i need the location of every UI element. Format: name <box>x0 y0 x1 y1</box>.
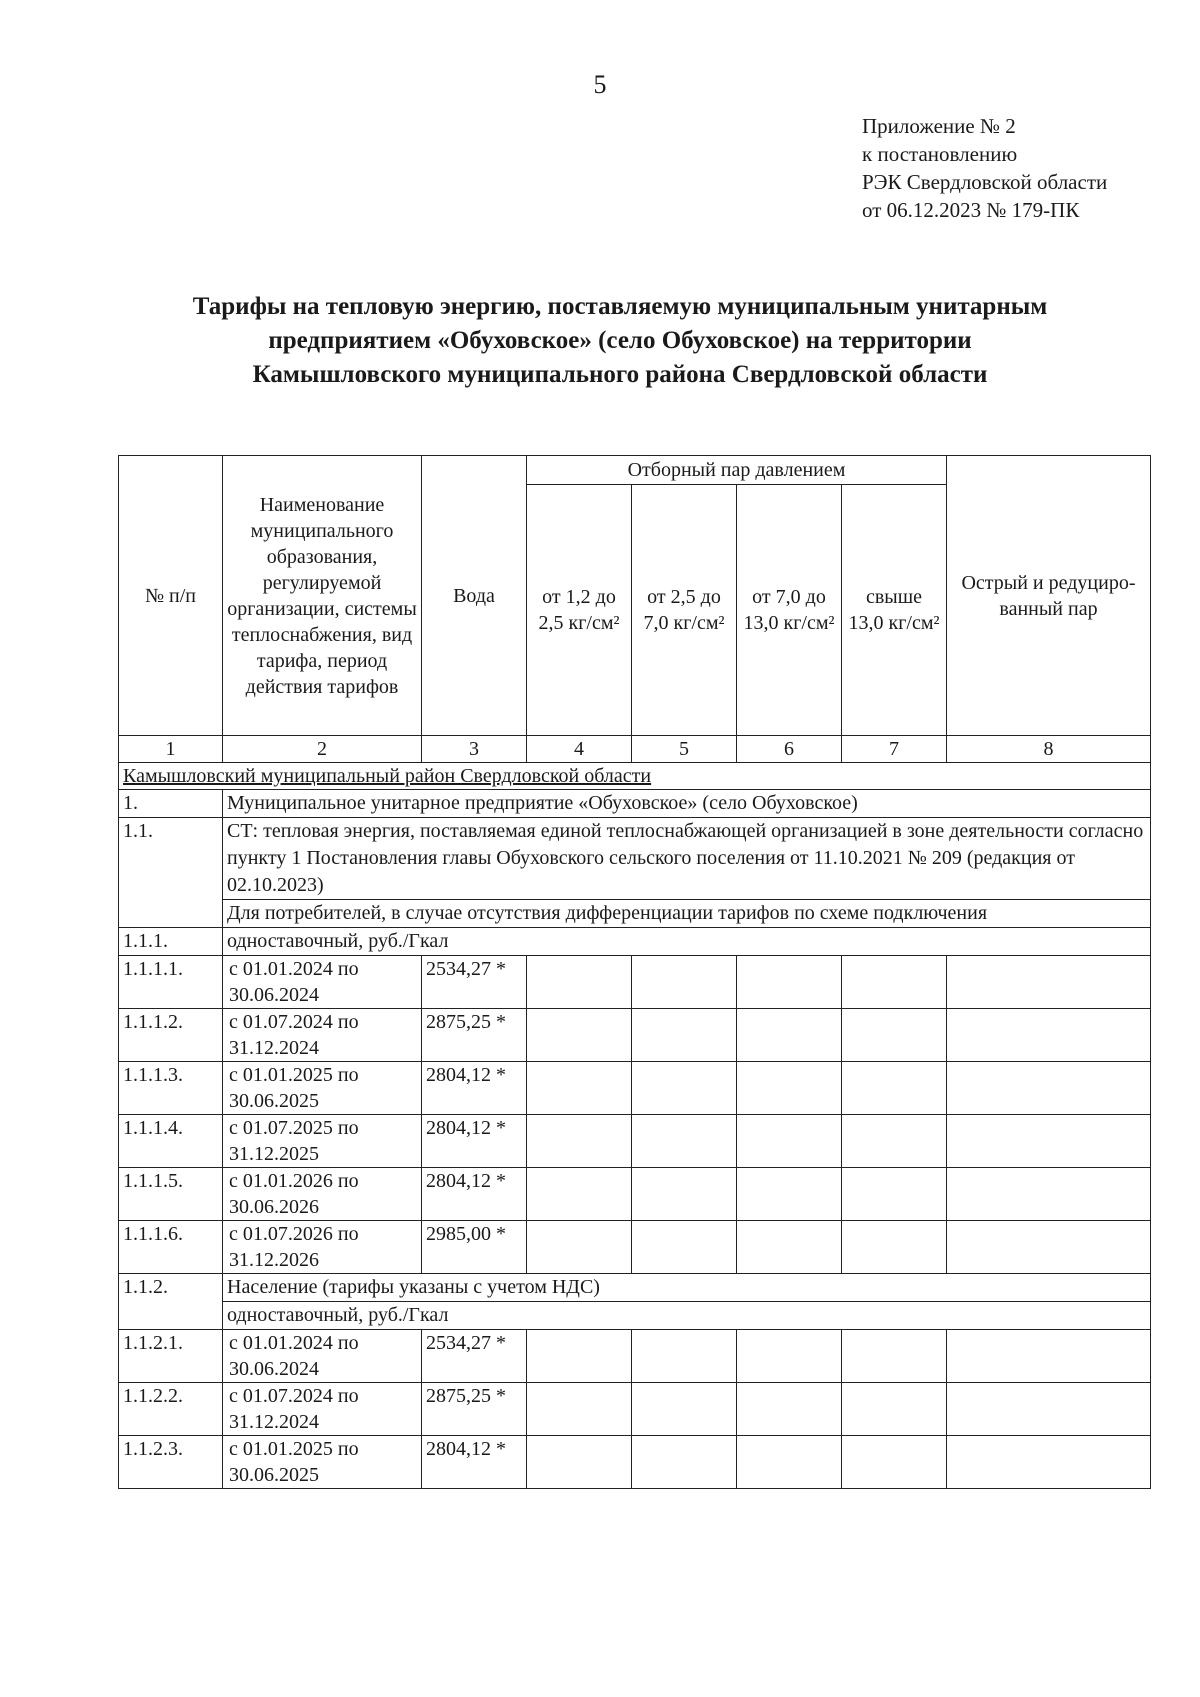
empty-cell <box>947 956 1151 1009</box>
population-row <box>119 1274 1151 1302</box>
header-steam-group: Отборный пар давлением <box>527 456 947 485</box>
period-cell: с 01.01.2024 по 30.06.2024 <box>223 956 422 1009</box>
period-cell: с 01.07.2024 по 31.12.2024 <box>223 1009 422 1062</box>
empty-cell <box>947 1009 1151 1062</box>
period-cell: с 01.01.2026 по 30.06.2026 <box>223 1168 422 1221</box>
page-number: 5 <box>593 70 607 99</box>
system-description: СТ: тепловая энергия, поставляемая единой теплоснабжающей организацией в зоне деятельности согласно пункту 1 Постановления главы Обуховского сельского поселения от 11.10.2021 № 209 (редакция от 02.10.2023) <box>223 818 1151 900</box>
empty-cell <box>842 1436 947 1489</box>
empty-cell <box>842 1009 947 1062</box>
row-number: 1. <box>119 790 223 818</box>
column-number: 3 <box>422 736 527 763</box>
water-tariff: 2875,25 * <box>422 1383 527 1436</box>
row-number: 1.1.2.2. <box>119 1383 223 1436</box>
water-tariff: 2804,12 * <box>422 1436 527 1489</box>
region-row <box>119 763 1151 790</box>
water-tariff: 2534,27 * <box>422 956 527 1009</box>
empty-cell <box>527 1115 632 1168</box>
appendix-line: Приложение № 2 <box>862 114 1016 138</box>
row-number: 1.1.1. <box>119 928 223 956</box>
table-row <box>119 956 1151 1009</box>
period-cell: с 01.07.2026 по 31.12.2026 <box>223 1221 422 1274</box>
empty-cell <box>737 956 842 1009</box>
title-line: Камышловского муниципального района Свердловской области <box>252 361 988 388</box>
row-number: 1.1.2. <box>119 1274 223 1330</box>
title-line: предприятием «Обуховское» (село Обуховское) на территории <box>268 327 972 354</box>
tariff-type: одноставочный, руб./Гкал <box>223 928 1151 956</box>
tariff-type-row <box>119 928 1151 956</box>
empty-cell <box>842 1221 947 1274</box>
row-number: 1.1. <box>119 818 223 928</box>
empty-cell <box>737 1436 842 1489</box>
empty-cell <box>842 1168 947 1221</box>
consumers-row <box>119 900 1151 928</box>
header-name: Наименование муниципального образования, регулируемой организации, системы теплоснабжения, вид тарифа, период действия тарифов <box>223 456 422 736</box>
empty-cell <box>632 956 737 1009</box>
appendix-line: к постановлению <box>862 142 1018 166</box>
organization-name: Муниципальное унитарное предприятие «Обуховское» (село Обуховское) <box>223 790 1151 818</box>
region-title: Камышловский муниципальный район Свердловской области <box>119 763 1151 790</box>
title-line: Тарифы на тепловую энергию, поставляемую муниципальным унитарным <box>192 293 1048 320</box>
empty-cell <box>947 1168 1151 1221</box>
water-tariff: 2985,00 * <box>422 1221 527 1274</box>
empty-cell <box>632 1221 737 1274</box>
table-row <box>119 1115 1151 1168</box>
empty-cell <box>527 1383 632 1436</box>
appendix-line: от 06.12.2023 № 179-ПК <box>862 198 1080 222</box>
system-row <box>119 818 1151 900</box>
empty-cell <box>632 1383 737 1436</box>
appendix-line: РЭК Свердловской области <box>862 170 1108 194</box>
header-water: Вода <box>422 456 527 736</box>
row-number: 1.1.1.1. <box>119 956 223 1009</box>
header-pressure-2: от 2,5 до 7,0 кг/см² <box>632 485 737 736</box>
period-cell: с 01.01.2024 по 30.06.2024 <box>223 1330 422 1383</box>
consumers-description: Для потребителей, в случае отсутствия дифференциации тарифов по схеме подключения <box>223 900 1151 928</box>
column-number-row <box>119 736 1151 763</box>
tariff-type-row <box>119 1302 1151 1330</box>
column-number: 5 <box>632 736 737 763</box>
period-cell: с 01.01.2025 по 30.06.2025 <box>223 1436 422 1489</box>
empty-cell <box>947 1436 1151 1489</box>
empty-cell <box>842 1383 947 1436</box>
organization-row <box>119 790 1151 818</box>
period-cell: с 01.07.2024 по 31.12.2024 <box>223 1383 422 1436</box>
empty-cell <box>947 1383 1151 1436</box>
water-tariff: 2804,12 * <box>422 1062 527 1115</box>
table-row <box>119 1168 1151 1221</box>
empty-cell <box>632 1168 737 1221</box>
empty-cell <box>842 1330 947 1383</box>
empty-cell <box>947 1115 1151 1168</box>
header-pressure-3: от 7,0 до 13,0 кг/см² <box>737 485 842 736</box>
empty-cell <box>632 1330 737 1383</box>
empty-cell <box>737 1062 842 1115</box>
table-row <box>119 1062 1151 1115</box>
tariff-type: одноставочный, руб./Гкал <box>223 1302 1151 1330</box>
empty-cell <box>842 1115 947 1168</box>
empty-cell <box>527 1330 632 1383</box>
header-pressure-1: от 1,2 до 2,5 кг/см² <box>527 485 632 736</box>
row-number: 1.1.1.6. <box>119 1221 223 1274</box>
empty-cell <box>527 956 632 1009</box>
empty-cell <box>947 1221 1151 1274</box>
header-pressure-4: свыше 13,0 кг/см² <box>842 485 947 736</box>
column-number: 1 <box>119 736 223 763</box>
water-tariff: 2804,12 * <box>422 1168 527 1221</box>
water-tariff: 2804,12 * <box>422 1115 527 1168</box>
empty-cell <box>527 1221 632 1274</box>
empty-cell <box>737 1009 842 1062</box>
empty-cell <box>527 1436 632 1489</box>
column-number: 8 <box>947 736 1151 763</box>
column-number: 6 <box>737 736 842 763</box>
empty-cell <box>632 1115 737 1168</box>
period-cell: с 01.01.2025 по 30.06.2025 <box>223 1062 422 1115</box>
empty-cell <box>842 956 947 1009</box>
empty-cell <box>737 1383 842 1436</box>
table-row <box>119 1221 1151 1274</box>
water-tariff: 2875,25 * <box>422 1009 527 1062</box>
tariff-table <box>118 455 1151 1489</box>
row-number: 1.1.1.4. <box>119 1115 223 1168</box>
empty-cell <box>737 1330 842 1383</box>
empty-cell <box>527 1009 632 1062</box>
period-cell: с 01.07.2025 по 31.12.2025 <box>223 1115 422 1168</box>
header-num: № п/п <box>119 456 223 736</box>
empty-cell <box>527 1168 632 1221</box>
appendix-block <box>862 112 1107 224</box>
empty-cell <box>632 1009 737 1062</box>
row-number: 1.1.2.3. <box>119 1436 223 1489</box>
water-tariff: 2534,27 * <box>422 1330 527 1383</box>
empty-cell <box>632 1436 737 1489</box>
row-number: 1.1.2.1. <box>119 1330 223 1383</box>
column-number: 2 <box>223 736 422 763</box>
column-number: 4 <box>527 736 632 763</box>
document-title <box>120 290 1120 392</box>
table-row <box>119 1383 1151 1436</box>
table-row <box>119 1009 1151 1062</box>
row-number: 1.1.1.3. <box>119 1062 223 1115</box>
column-number: 7 <box>842 736 947 763</box>
empty-cell <box>527 1062 632 1115</box>
table-row <box>119 1330 1151 1383</box>
empty-cell <box>737 1221 842 1274</box>
empty-cell <box>632 1062 737 1115</box>
population-description: Население (тарифы указаны с учетом НДС) <box>223 1274 1151 1302</box>
empty-cell <box>947 1062 1151 1115</box>
empty-cell <box>842 1062 947 1115</box>
empty-cell <box>947 1330 1151 1383</box>
empty-cell <box>737 1168 842 1221</box>
row-number: 1.1.1.5. <box>119 1168 223 1221</box>
header-sharp-steam: Острый и редуциро-ванный пар <box>947 456 1151 736</box>
row-number: 1.1.1.2. <box>119 1009 223 1062</box>
empty-cell <box>737 1115 842 1168</box>
table-row <box>119 1436 1151 1489</box>
